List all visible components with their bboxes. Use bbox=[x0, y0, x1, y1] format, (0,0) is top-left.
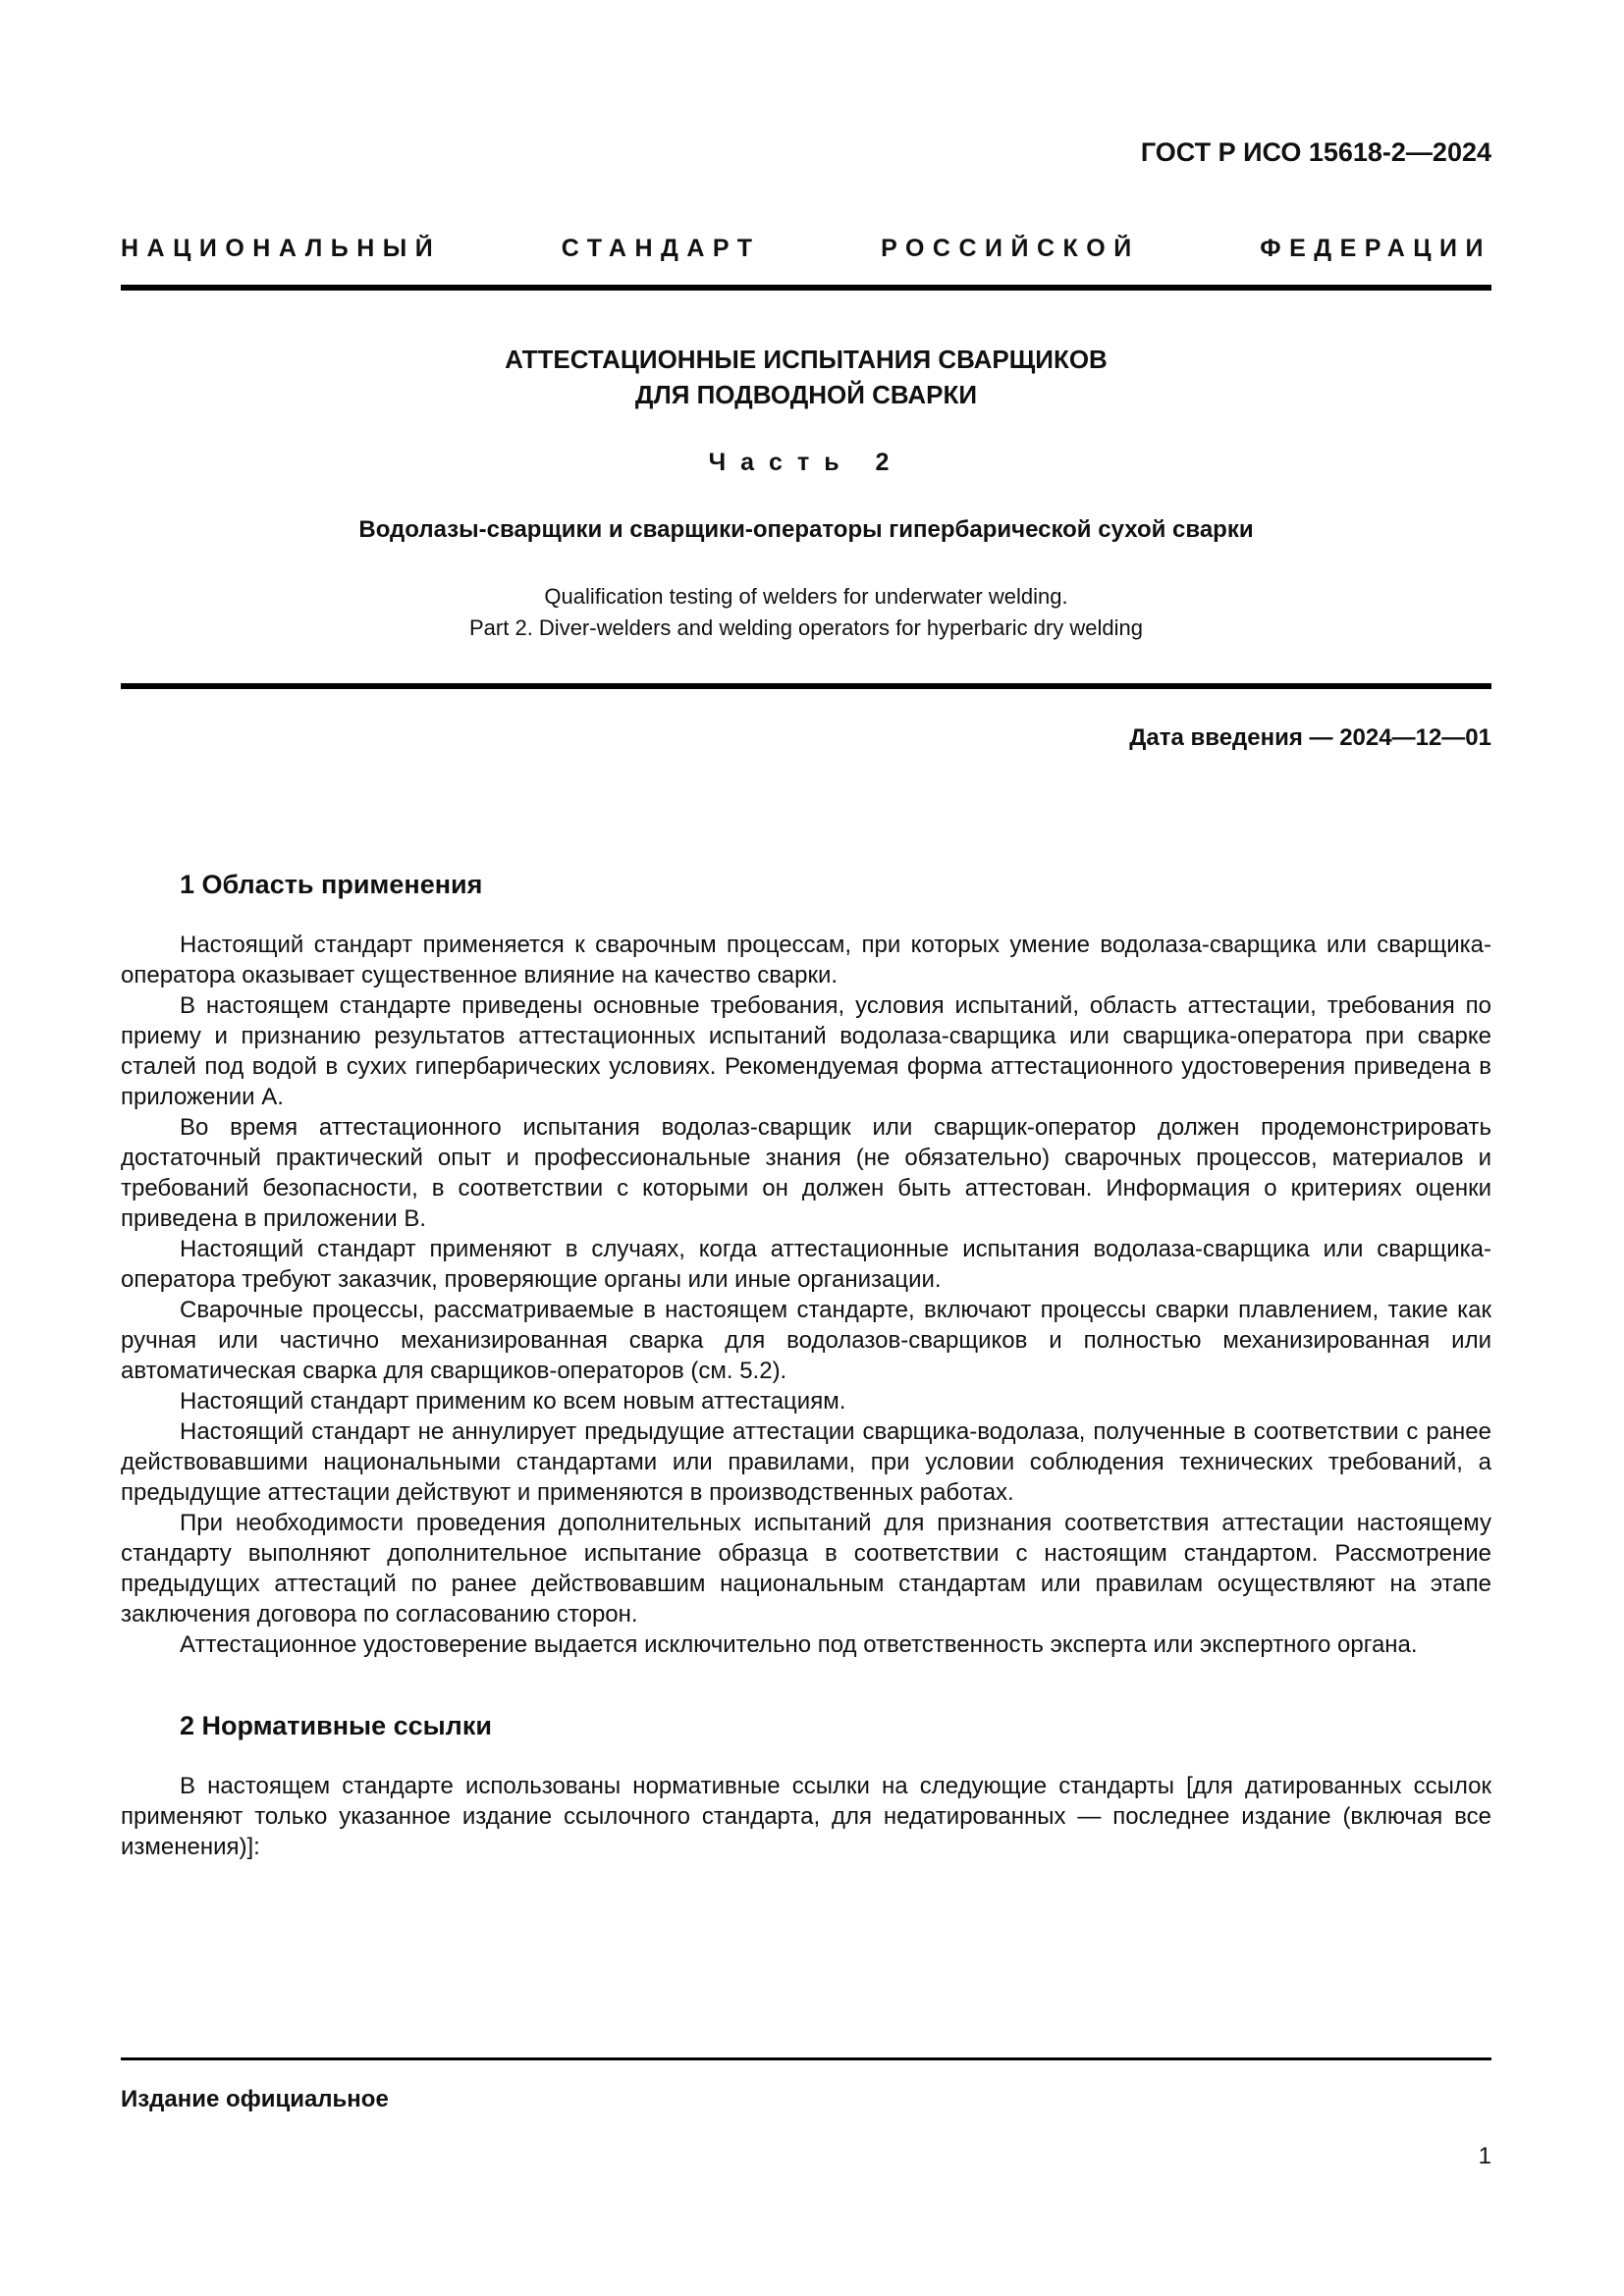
document-code: ГОСТ Р ИСО 15618-2—2024 bbox=[1140, 137, 1491, 167]
page-number: 1 bbox=[1478, 2143, 1491, 2169]
paragraph: Аттестационное удостоверение выдается исключительно под ответственность эксперта или экспертного органа. bbox=[180, 1630, 1418, 1658]
title-block bbox=[121, 342, 1491, 413]
part-label: Часть 2 bbox=[708, 448, 904, 476]
paragraph: Настоящий стандарт применяется к сварочным процессам, при которых умение водолаза-сварщика или сварщика-оператора оказывает существенное влияние на качество сварки. bbox=[121, 931, 1491, 988]
paragraph: При необходимости проведения дополнительных испытаний для признания соответствия аттестации настоящему стандарту выполняют дополнительное испытание образца в соответствии с настоящим стандартом. Рассмотрение предыдущих аттестаций по ранее действовавшим национальным стандартам или правилам осуществляют на этапе заключения договора по согласованию сторон. bbox=[121, 1509, 1491, 1628]
section-heading-normative-references: 2 Нормативные ссылки bbox=[180, 1710, 492, 1740]
paragraph: Настоящий стандарт применяют в случаях, когда аттестационные испытания водолаза-сварщика или сварщика-оператора требуют заказчик, проверяющие органы или иные организации. bbox=[121, 1235, 1491, 1293]
footer-rule bbox=[121, 2057, 1491, 2060]
title-line-2: ДЛЯ ПОДВОДНОЙ СВАРКИ bbox=[634, 380, 978, 410]
subtitle-english bbox=[121, 581, 1491, 644]
section-heading-scope: 1 Область применения bbox=[180, 869, 483, 899]
paragraph: В настоящем стандарте использованы нормативные ссылки на следующие стандарты [для датированных ссылок применяют только указанное издание ссылочного стандарта, для недатированных — последнее издание (включая все изменения)]: bbox=[121, 1772, 1491, 1860]
title-line-1: АТТЕСТАЦИОННЫЕ ИСПЫТАНИЯ СВАРЩИКОВ bbox=[505, 345, 1108, 374]
paragraph: В настоящем стандарте приведены основные требования, условия испытаний, область аттестации, требования по приему и признанию результатов аттестационных испытаний водолаза-сварщика или сварщика-оператора при сварке сталей под водой в сухих гипербарических условиях. Рекомендуемая форма аттестационного удостоверения приведена в приложении А. bbox=[121, 991, 1491, 1110]
paragraph: Настоящий стандарт не аннулирует предыдущие аттестации сварщика-водолаза, полученные в соответствии с ранее действовавшими национальными стандартами или правилами, при условии соблюдения технических требований, а предыдущие аттестации действуют и применяются в производственных работах. bbox=[121, 1417, 1491, 1506]
effective-date: Дата введения — 2024—12—01 bbox=[1129, 723, 1491, 751]
national-standard-banner: НАЦИОНАЛЬНЫЙ СТАНДАРТ РОССИЙСКОЙ ФЕДЕРАЦИИ bbox=[121, 235, 1491, 262]
page-footer bbox=[121, 2057, 1491, 2170]
paragraph: Настоящий стандарт применим ко всем новым аттестациям. bbox=[180, 1387, 846, 1415]
paragraph: Сварочные процессы, рассматриваемые в настоящем стандарте, включают процессы сварки плавлением, такие как ручная или частично механизированная сварка для водолазов-сварщиков и полностью механизированная или автоматическая сварка для сварщиков-операторов (см. 5.2). bbox=[121, 1296, 1491, 1384]
paragraph: Во время аттестационного испытания водолаз-сварщик или сварщик-оператор должен продемонстрировать достаточный практический опыт и профессиональные знания (не обязательно) сварочных процессов, материалов и требований безопасности, в соответствии с которыми он должен быть аттестован. Информация о критериях оценки приведена в приложении В. bbox=[121, 1113, 1491, 1232]
subtitle-english-line-1: Qualification testing of welders for underwater welding. bbox=[544, 583, 1068, 609]
title-bottom-rule bbox=[121, 683, 1491, 689]
subtitle-english-line-2: Part 2. Diver-welders and welding operators for hyperbaric dry welding bbox=[469, 614, 1143, 640]
edition-note: Издание официальное bbox=[121, 2086, 389, 2112]
header-rule bbox=[121, 285, 1491, 291]
subtitle-russian: Водолазы-сварщики и сварщики-операторы гипербарической сухой сварки bbox=[358, 515, 1254, 543]
